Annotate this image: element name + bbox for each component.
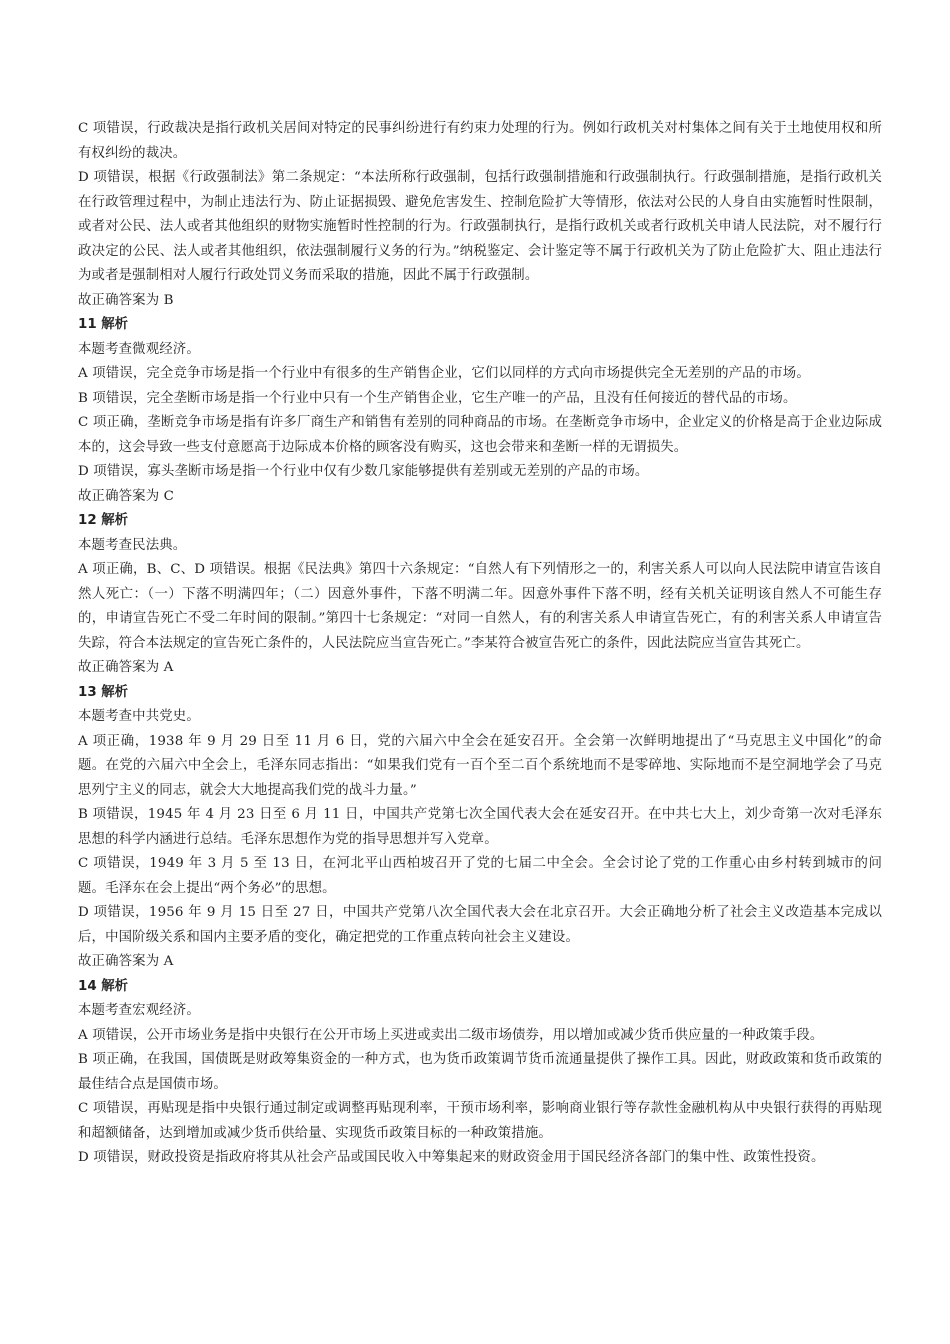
paragraph-option-c: C 项错误，1949 年 3 月 5 至 13 日，在河北平山西柏坡召开了党的七届二中全会。全会讨论了党的工作重心由乡村转到城市的问题。毛泽东在会上提出“两个务必”的思想。 xyxy=(78,856,882,896)
paragraph-option-a: A 项正确，1938 年 9 月 29 日至 11 月 6 日，党的六届六中全会在延安召开。全会第一次鲜明地提出了“马克思主义中国化”的命题。在党的六届六中全会上，毛泽东同志指出：“如果我们党有一百个至二百个系统地而不是零碎地、实际地而不是空洞地学会了马克思列宁主义的同志，就会大大地提高我们党的战斗力量。” xyxy=(78,733,882,798)
topic-line: 本题考查民法典。 xyxy=(78,537,187,553)
topic-line: 本题考查中共党史。 xyxy=(78,709,200,724)
answer-line: 故正确答案为 B xyxy=(78,292,174,308)
answer-line: 故正确答案为 C xyxy=(78,488,175,504)
paragraph-option-b: B 项正确，在我国，国债既是财政筹集资金的一种方式，也为货币政策调节货币流通量提供了操作工具。因此，财政政策和货币政策的最佳结合点是国债市场。 xyxy=(78,1052,882,1092)
answer-line: 故正确答案为 A xyxy=(78,660,174,675)
topic-line: 本题考查宏观经济。 xyxy=(78,1003,200,1018)
paragraph-option-d: D 项错误，寡头垄断市场是指一个行业中仅有少数几家能够提供有差别或无差别的产品的市场。 xyxy=(78,464,649,479)
paragraph-option-c: C 项错误，再贴现是指中央银行通过制定或调整再贴现利率，干预市场利率，影响商业银行等存款性金融机构从中央银行获得的再贴现和超额储备，达到增加或减少货币供给量、实现货币政策目标的一种政策措施。 xyxy=(78,1101,882,1141)
paragraph-option-d: D 项错误，1956 年 9 月 15 日至 27 日，中国共产党第八次全国代表大会在北京召开。大会正确地分析了社会主义改造基本完成以后，中国阶级关系和国内主要矛盾的变化，确定把党的工作重点转向社会主义建设。 xyxy=(78,905,882,945)
section-heading-14: 14 解析 xyxy=(78,978,129,994)
paragraph-option-a: A 项正确，B、C、D 项错误。根据《民法典》第四十六条规定：“自然人有下列情形之一的，利害关系人可以向人民法院申请宣告该自然人死亡：（一）下落不明满四年；（二）因意外事件，下落不明满二年。因意外事件下落不明，经有关机关证明该自然人不可能生存的，申请宣告死亡不受二年时间的限制。”第四十七条规定：“对同一自然人，有的利害关系人申请宣告死亡，有的利害关系人申请宣告失踪，符合本法规定的宣告死亡条件的，人民法院应当宣告死亡。”李某符合被宣告死亡的条件，因此法院应当宣告其死亡。 xyxy=(78,562,882,651)
paragraph-option-c: C 项错误，行政裁决是指行政机关居间对特定的民事纠纷进行有约束力处理的行为。例如行政机关对村集体之间有关于土地使用权和所有权纠纷的裁决。 xyxy=(78,121,882,161)
paragraph-option-b: B 项错误，1945 年 4 月 23 日至 6 月 11 日，中国共产党第七次全国代表大会在延安召开。在中共七大上，刘少奇第一次对毛泽东思想的科学内涵进行总结。毛泽东思想作为党的指导思想并写入党章。 xyxy=(78,807,882,847)
paragraph-option-a: A 项错误，完全竞争市场是指一个行业中有很多的生产销售企业，它们以同样的方式向市场提供完全无差别的产品的市场。 xyxy=(78,366,810,381)
answer-line: 故正确答案为 A xyxy=(78,954,174,969)
paragraph-option-c: C 项正确，垄断竞争市场是指有许多厂商生产和销售有差别的同种商品的市场。在垄断竞争市场中，企业定义的价格是高于企业边际成本的，这会导致一些支付意愿高于边际成本价格的顾客没有购买，这也会带来和垄断一样的无谓损失。 xyxy=(78,415,882,455)
paragraph-option-d: D 项错误，财政投资是指政府将其从社会产品或国民收入中筹集起来的财政资金用于国民经济各部门的集中性、政策性投资。 xyxy=(78,1150,825,1165)
paragraph-option-d: D 项错误，根据《行政强制法》第二条规定：“本法所称行政强制，包括行政强制措施和行政强制执行。行政强制措施，是指行政机关在行政管理过程中，为制止违法行为、防止证据损毁、避免危害发生、控制危险扩大等情形，依法对公民的人身自由实施暂时性限制，或者对公民、法人或者其他组织的财物实施暂时性控制的行为。行政强制执行，是指行政机关或者行政机关申请人民法院，对不履行行政决定的公民、法人或者其他组织，依法强制履行义务的行为。”纳税鉴定、会计鉴定等不属于行政机关为了防止危险扩大、阻止违法行为或者是强制相对人履行行政处罚义务而采取的措施，因此不属于行政强制。 xyxy=(78,170,882,283)
section-heading-11: 11 解析 xyxy=(78,317,129,332)
topic-line: 本题考查微观经济。 xyxy=(78,341,200,357)
section-heading-12: 12 解析 xyxy=(78,513,129,528)
paragraph-option-a: A 项错误，公开市场业务是指中央银行在公开市场上买进或卖出二级市场债券，用以增加或减少货币供应量的一种政策手段。 xyxy=(78,1027,824,1043)
section-heading-13: 13 解析 xyxy=(78,684,129,700)
answer-explanations xyxy=(78,117,882,1171)
paragraph-option-b: B 项错误，完全垄断市场是指一个行业中只有一个生产销售企业，它生产唯一的产品，且没有任何接近的替代品的市场。 xyxy=(78,390,797,406)
